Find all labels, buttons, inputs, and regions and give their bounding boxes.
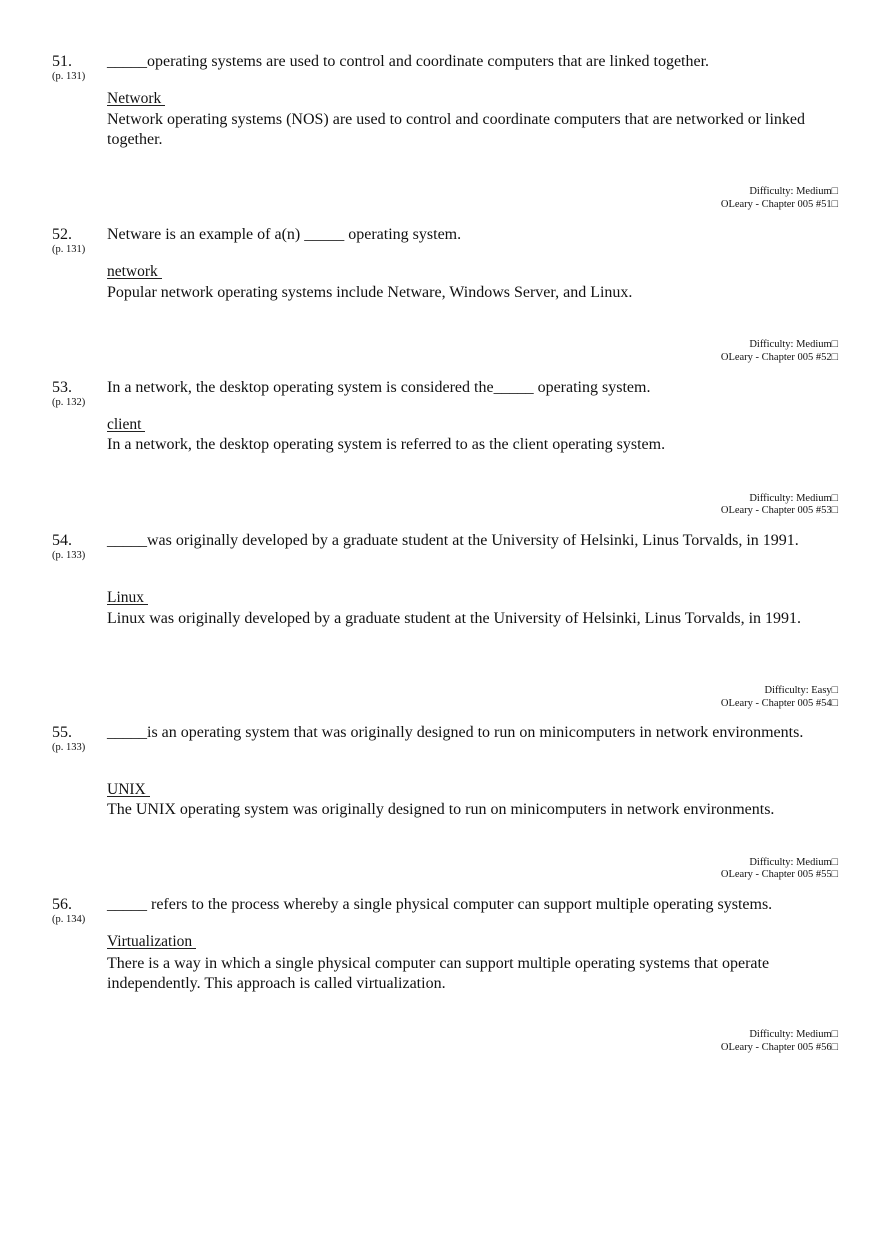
source-reference: OLeary - Chapter 005 #54□: [720, 698, 838, 709]
question-stem: _____operating systems are used to control and coordinate computers that are linked together.: [107, 53, 710, 70]
source-reference: OLeary - Chapter 005 #53□: [720, 505, 838, 516]
question-number: 56.: [52, 896, 72, 913]
explanation: There is a way in which a single physical computer can support multiple operating systems that operate independently. This approach is called virtualization.: [107, 955, 770, 992]
difficulty: Difficulty: Easy□: [764, 685, 838, 696]
question-number: 54.: [52, 532, 72, 549]
question-number: 53.: [52, 379, 72, 396]
question-number: 55.: [52, 724, 72, 741]
answer: UNIX: [107, 781, 146, 798]
page-reference: (p. 134): [52, 914, 86, 925]
answer: Network: [107, 90, 162, 107]
question-number: 51.: [52, 53, 72, 70]
explanation: Popular network operating systems include Netware, Windows Server, and Linux.: [107, 284, 633, 301]
answer: Linux: [107, 589, 145, 606]
explanation: In a network, the desktop operating system is referred to as the client operating system.: [107, 436, 666, 453]
question-number: 52.: [52, 226, 72, 243]
source-reference: OLeary - Chapter 005 #56□: [720, 1042, 838, 1053]
page-reference: (p. 133): [52, 550, 86, 561]
answer: Virtualization: [107, 933, 193, 950]
explanation: The UNIX operating system was originally designed to run on minicomputers in network environments.: [107, 801, 775, 818]
source-reference: OLeary - Chapter 005 #55□: [720, 869, 838, 880]
question-stem: _____was originally developed by a graduate student at the University of Helsinki, Linus Torvalds, in 1991.: [107, 532, 799, 549]
difficulty: Difficulty: Medium□: [749, 1029, 838, 1040]
answer: client: [107, 416, 142, 433]
question-stem: Netware is an example of a(n) _____ operating system.: [107, 226, 462, 243]
page-reference: (p. 131): [52, 71, 86, 82]
explanation: Linux was originally developed by a graduate student at the University of Helsinki, Linus Torvalds, in 1991.: [107, 610, 802, 627]
question-stem: In a network, the desktop operating system is considered the_____ operating system.: [107, 379, 651, 396]
page-reference: (p. 133): [52, 742, 86, 753]
question-stem: _____is an operating system that was originally designed to run on minicomputers in network environments.: [107, 724, 804, 741]
source-reference: OLeary - Chapter 005 #51□: [720, 199, 838, 210]
page-reference: (p. 132): [52, 397, 86, 408]
difficulty: Difficulty: Medium□: [749, 857, 838, 868]
source-reference: OLeary - Chapter 005 #52□: [720, 352, 838, 363]
explanation: Network operating systems (NOS) are used to control and coordinate computers that are networked or linked together.: [107, 111, 806, 148]
difficulty: Difficulty: Medium□: [749, 186, 838, 197]
difficulty: Difficulty: Medium□: [749, 493, 838, 504]
question-stem: _____ refers to the process whereby a single physical computer can support multiple operating systems.: [107, 896, 773, 913]
page-reference: (p. 131): [52, 244, 86, 255]
difficulty: Difficulty: Medium□: [749, 339, 838, 350]
answer: network: [107, 263, 158, 280]
